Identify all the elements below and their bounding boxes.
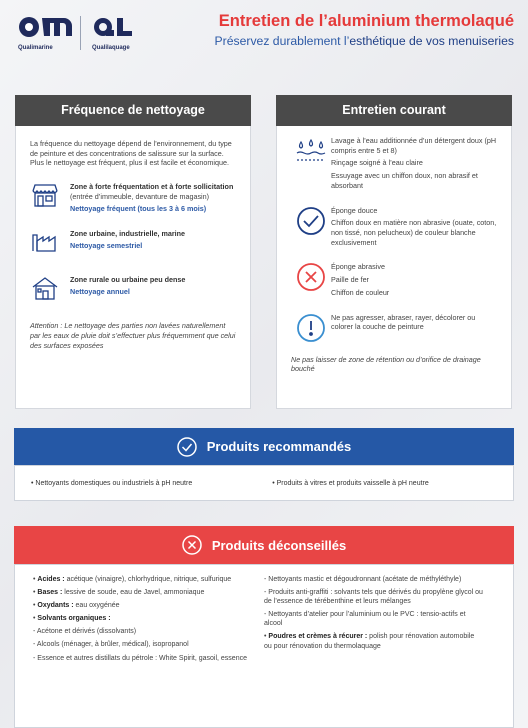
- cross-circle-icon: [182, 535, 202, 555]
- logo-separator: [80, 16, 81, 50]
- item-bold: Bases :: [37, 589, 63, 597]
- cross-circle-icon: [291, 262, 331, 292]
- list-item: [264, 610, 483, 628]
- list-item: • Acides : acétique (vinaigre), chlorhydrique, nitrique, sulfurique: [33, 576, 232, 583]
- maint-1-line-2: Rinçage soigné à l’eau claire: [331, 158, 423, 168]
- qualimarine-label: Qualimarine: [18, 45, 53, 51]
- item-text: - Produits anti-graffiti : solvants tels que dérivés du propylène glycol ou de l’essence de térébenthine et leurs mélanges: [264, 589, 483, 606]
- qualilaquage-logo: [92, 16, 134, 51]
- freq-zone-2-frequency: Nettoyage semestriel: [70, 241, 143, 251]
- maint-3-line-3: Chiffon de couleur: [331, 287, 390, 297]
- freq-zone-3-frequency: Nettoyage annuel: [70, 287, 130, 297]
- item-bold: Oxydants :: [37, 602, 74, 610]
- maint-1-line-3: Essuyage avec un chiffon doux, non abrasif et absorbant: [331, 171, 478, 190]
- maintenance-row: [291, 262, 497, 300]
- item-text: - Acétone et dérivés (dissolvants): [33, 628, 137, 636]
- check-circle-icon: [177, 437, 197, 457]
- recommended-item-2: Produits à vitres et produits vaisselle à pH neutre: [276, 479, 429, 487]
- freq-zone-3-bold: Zone rurale ou urbaine peu dense: [70, 275, 186, 285]
- list-item: [264, 575, 483, 584]
- routine-note: Ne pas laisser de zone de rétention ou d’orifice de drainage bouché: [291, 354, 481, 374]
- factory-icon: [30, 229, 70, 259]
- frequency-row: [30, 275, 236, 305]
- maintenance-row: [291, 206, 497, 251]
- maint-1-line-1: Lavage à l’eau additionnée d’un détergent doux (pH compris entre 5 et 8): [331, 136, 497, 155]
- house-icon: [30, 275, 70, 305]
- maintenance-row: [291, 313, 497, 343]
- list-item: [264, 588, 483, 606]
- qualilaquage-label: Qualilaquage: [92, 45, 130, 51]
- routine-maintenance-panel: [276, 95, 512, 409]
- frequency-panel: [15, 95, 251, 409]
- recommended-banner: [14, 428, 514, 465]
- list-item: [33, 654, 252, 663]
- maint-3-line-1: Éponge abrasive: [331, 262, 385, 272]
- frequency-row: [30, 182, 236, 213]
- subtitle-part2: esthétique de vos menuiseries: [349, 34, 514, 48]
- maint-3-line-2: Paille de fer: [331, 275, 369, 285]
- list-item: • Poudres et crèmes à récurer : polish pour rénovation automobile ou pour rénovation du thermolaquage: [264, 633, 475, 650]
- not-recommended-left-column: [33, 575, 264, 717]
- not-recommended-list: [14, 564, 514, 728]
- recommended-list: [14, 465, 514, 501]
- water-drops-icon: [291, 136, 331, 168]
- page-title-block: [215, 12, 514, 48]
- qualimarine-logo: [18, 16, 74, 51]
- item-bold: Solvants organiques :: [37, 615, 111, 623]
- item-text: - Nettoyants d’atelier pour l’aluminium ou le PVC : tensio-actifs et alcool: [264, 611, 466, 628]
- shop-icon: [30, 182, 70, 212]
- recommended-heading: Produits recommandés: [206, 439, 352, 454]
- recommended-item-1: Nettoyants domestiques ou industriels à pH neutre: [35, 479, 193, 487]
- warning-circle-icon: [291, 313, 331, 343]
- list-item: [33, 640, 252, 649]
- maint-4-line-1: Ne pas agresser, abraser, rayer, décolorer ou colorer la couche de peinture: [331, 312, 476, 332]
- freq-zone-2-bold: Zone urbaine, industrielle, marine: [70, 229, 186, 239]
- item-text: eau oxygénée: [73, 602, 120, 610]
- list-item: • Oxydants : eau oxygénée: [33, 602, 120, 610]
- item-bold: Acides :: [37, 576, 65, 583]
- list-item: • Produits à vitres et produits vaisselle à pH neutre: [272, 479, 429, 487]
- item-text: acétique (vinaigre), chlorhydrique, nitrique, sulfurique: [64, 576, 232, 583]
- not-recommended-right-column: [264, 575, 495, 717]
- page-subtitle: [215, 34, 514, 48]
- item-text: - Alcools (ménager, à brûler, médical), isopropanol: [33, 641, 189, 649]
- page-header: [0, 0, 528, 62]
- frequency-note: Attention : Le nettoyage des parties non lavées naturellement par les eaux de pluie doit s’effectuer plus fréquemment que celui des surfaces exposées: [30, 321, 236, 350]
- check-circle-icon: [291, 206, 331, 236]
- item-text: - Essence et autres distillats du pétrole : White Spirit, gasoil, essence: [33, 654, 247, 662]
- list-item: • Nettoyants domestiques ou industriels à pH neutre: [31, 479, 193, 487]
- maintenance-row: [291, 136, 497, 194]
- page-title: Entretien de l’aluminium thermolaqué: [218, 12, 514, 30]
- item-bold: Poudres et crèmes à récurer :: [268, 633, 368, 641]
- maint-2-line-1: Éponge douce: [331, 205, 378, 215]
- freq-zone-1-frequency: Nettoyage fréquent (tous les 3 à 6 mois): [70, 203, 207, 213]
- routine-heading: Entretien courant: [276, 95, 512, 126]
- frequency-heading: Fréquence de nettoyage: [15, 95, 251, 126]
- freq-zone-1-detail: (entrée d’immeuble, devanture de magasin): [70, 191, 210, 201]
- item-text: - Nettoyants mastic et dégoudronnant (acétate de méthyléthyle): [264, 576, 462, 583]
- item-text: polish pour rénovation automobile ou pour rénovation du thermolaquage: [264, 633, 475, 650]
- item-text: lessive de soude, eau de Javel, ammoniaque: [62, 589, 205, 597]
- not-recommended-heading: Produits déconseillés: [211, 537, 347, 553]
- freq-zone-1-bold: Zone à forte fréquentation et à forte sollicitation: [70, 182, 234, 192]
- list-item: [33, 627, 252, 636]
- list-item: • Bases : lessive de soude, eau de Javel, ammoniaque: [33, 589, 205, 597]
- frequency-intro: La fréquence du nettoyage dépend de l’environnement, du type de peinture et des concentrations de salissure sur la surface. Plus le nettoyage est fréquent, plus il est facile et économique.: [30, 139, 232, 168]
- subtitle-part1: Préservez durablement l’: [214, 34, 350, 48]
- not-recommended-banner: [14, 526, 514, 564]
- list-item: • Solvants organiques :: [33, 615, 111, 623]
- maint-2-line-2: Chiffon doux en matière non abrasive (ouate, coton, non tissé, non pelucheux) de couleur blanche exclusivement: [331, 218, 497, 247]
- frequency-row: [30, 229, 236, 259]
